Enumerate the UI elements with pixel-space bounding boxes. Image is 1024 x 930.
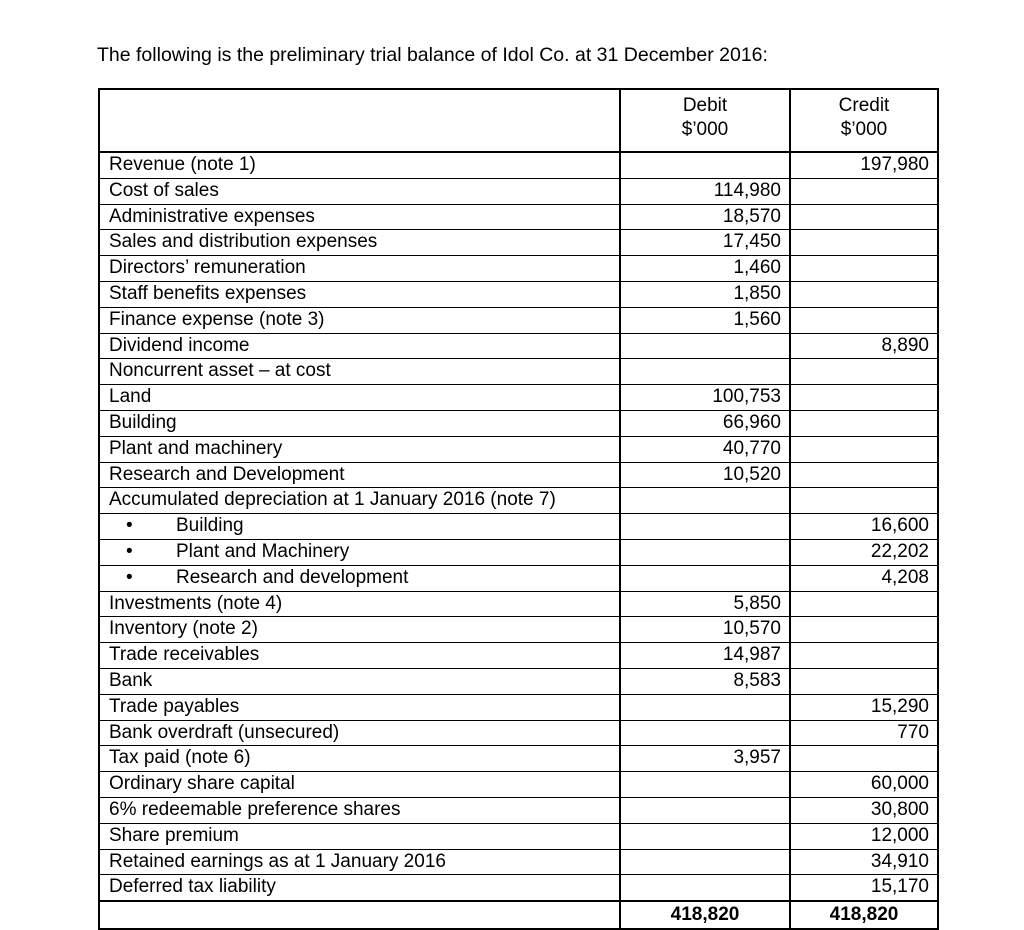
header-debit-cell: [620, 89, 790, 152]
credit-amount: [790, 256, 938, 282]
credit-amount: [790, 591, 938, 617]
account-cell: [99, 488, 620, 514]
table-row: [99, 333, 938, 359]
account-cell: [99, 256, 620, 282]
credit-amount: 30,800: [790, 797, 938, 823]
account-name: 6% redeemable preference shares: [109, 798, 401, 820]
credit-amount: [790, 462, 938, 488]
table-row: [99, 230, 938, 256]
header-credit-cell: [790, 89, 938, 152]
credit-amount: [790, 436, 938, 462]
table-row: [99, 720, 938, 746]
debit-amount: 5,850: [620, 591, 790, 617]
debit-amount: [620, 694, 790, 720]
account-name: Investments (note 4): [109, 592, 283, 614]
account-cell: [99, 359, 620, 385]
table-row: [99, 488, 938, 514]
debit-amount: 114,980: [620, 178, 790, 204]
account-cell: [99, 720, 620, 746]
table-row: [99, 849, 938, 875]
account-cell: [99, 668, 620, 694]
account-name: Noncurrent asset – at cost: [109, 360, 331, 382]
debit-amount: 1,460: [620, 256, 790, 282]
account-cell: [99, 204, 620, 230]
credit-amount: [790, 385, 938, 411]
account-cell: [99, 565, 620, 591]
credit-amount: 15,170: [790, 875, 938, 901]
credit-amount: 12,000: [790, 823, 938, 849]
account-cell: [99, 875, 620, 901]
debit-amount: [620, 823, 790, 849]
table-row: [99, 281, 938, 307]
debit-amount: [620, 152, 790, 178]
table-row: [99, 462, 938, 488]
account-name: Building: [109, 411, 177, 433]
account-cell: [99, 152, 620, 178]
table-row: [99, 797, 938, 823]
debit-amount: [620, 539, 790, 565]
account-name: Directors’ remuneration: [109, 257, 306, 279]
account-name: Cost of sales: [109, 179, 219, 201]
account-name: Plant and Machinery: [176, 540, 350, 562]
account-name: Ordinary share capital: [109, 773, 295, 795]
account-name: Inventory (note 2): [109, 618, 258, 640]
table-row: [99, 514, 938, 540]
account-name: Deferred tax liability: [109, 876, 276, 898]
account-cell: [99, 772, 620, 798]
debit-amount: 8,583: [620, 668, 790, 694]
credit-amount: [790, 281, 938, 307]
account-cell: [99, 849, 620, 875]
account-cell: [99, 643, 620, 669]
account-name: Share premium: [109, 824, 239, 846]
table-row: [99, 204, 938, 230]
account-cell: [99, 539, 620, 565]
account-cell: [99, 694, 620, 720]
account-cell: [99, 823, 620, 849]
account-cell: [99, 385, 620, 411]
debit-amount: 3,957: [620, 746, 790, 772]
debit-amount: 17,450: [620, 230, 790, 256]
credit-amount: 22,202: [790, 539, 938, 565]
debit-amount: 40,770: [620, 436, 790, 462]
debit-amount: 10,520: [620, 462, 790, 488]
bullet-icon: •: [126, 540, 133, 562]
total-credit: 418,820: [790, 901, 938, 929]
credit-amount: [790, 410, 938, 436]
account-cell: [99, 462, 620, 488]
account-name: Bank: [109, 669, 153, 691]
table-row: [99, 643, 938, 669]
account-cell: [99, 797, 620, 823]
debit-amount: 1,850: [620, 281, 790, 307]
account-name: Trade receivables: [109, 644, 260, 666]
total-debit: 418,820: [620, 901, 790, 929]
credit-amount: 197,980: [790, 152, 938, 178]
account-name: Bank overdraft (unsecured): [109, 721, 340, 743]
credit-amount: [790, 617, 938, 643]
table-row: [99, 694, 938, 720]
header-credit-unit: $’000: [840, 119, 888, 140]
account-cell: [99, 514, 620, 540]
table-row: [99, 178, 938, 204]
header-debit-label: Debit: [682, 95, 728, 116]
table-row: [99, 617, 938, 643]
account-cell: [99, 333, 620, 359]
debit-amount: [620, 797, 790, 823]
account-name: Plant and machinery: [109, 437, 283, 459]
debit-amount: [620, 875, 790, 901]
credit-amount: [790, 643, 938, 669]
table-row: [99, 823, 938, 849]
table-row: [99, 307, 938, 333]
account-cell: [99, 591, 620, 617]
table-row: [99, 539, 938, 565]
credit-amount: [790, 359, 938, 385]
credit-amount: 15,290: [790, 694, 938, 720]
credit-amount: [790, 230, 938, 256]
debit-amount: [620, 772, 790, 798]
credit-amount: [790, 204, 938, 230]
debit-amount: 1,560: [620, 307, 790, 333]
debit-amount: 100,753: [620, 385, 790, 411]
debit-amount: 66,960: [620, 410, 790, 436]
credit-amount: 770: [790, 720, 938, 746]
debit-amount: [620, 488, 790, 514]
account-name: Finance expense (note 3): [109, 308, 325, 330]
account-name: Dividend income: [109, 334, 250, 356]
account-name: Trade payables: [109, 695, 240, 717]
header-account-cell: [99, 89, 620, 152]
account-name: Building: [176, 515, 244, 537]
table-row: [99, 772, 938, 798]
table-row: [99, 436, 938, 462]
table-row: [99, 591, 938, 617]
bullet-icon: •: [126, 566, 133, 588]
header-row: [99, 89, 938, 152]
table-row: [99, 875, 938, 901]
credit-amount: 8,890: [790, 333, 938, 359]
credit-amount: 60,000: [790, 772, 938, 798]
debit-amount: [620, 849, 790, 875]
table-row: [99, 256, 938, 282]
table-row: [99, 152, 938, 178]
account-name: Land: [109, 386, 152, 408]
account-cell: [99, 436, 620, 462]
account-cell: [99, 230, 620, 256]
account-name: Research and Development: [109, 463, 345, 485]
credit-amount: [790, 488, 938, 514]
debit-amount: [620, 359, 790, 385]
trial-balance-table: [98, 88, 939, 930]
credit-amount: [790, 746, 938, 772]
bullet-icon: •: [126, 515, 133, 537]
intro-text: The following is the preliminary trial balance of Idol Co. at 31 December 2016:: [97, 44, 768, 66]
credit-amount: [790, 307, 938, 333]
credit-amount: 16,600: [790, 514, 938, 540]
account-name: Research and development: [176, 566, 409, 588]
debit-amount: [620, 514, 790, 540]
account-cell: [99, 281, 620, 307]
account-cell: [99, 617, 620, 643]
account-cell: [99, 307, 620, 333]
table-row: [99, 410, 938, 436]
account-name: Sales and distribution expenses: [109, 231, 378, 253]
table-row: [99, 746, 938, 772]
account-name: Staff benefits expenses: [109, 282, 307, 304]
debit-amount: [620, 333, 790, 359]
account-cell: [99, 410, 620, 436]
credit-amount: [790, 178, 938, 204]
account-name: Administrative expenses: [109, 205, 315, 227]
debit-amount: [620, 565, 790, 591]
table-row: [99, 565, 938, 591]
table-row: [99, 359, 938, 385]
debit-amount: 10,570: [620, 617, 790, 643]
header-debit-unit: $’000: [681, 119, 729, 140]
account-name: Revenue (note 1): [109, 154, 256, 175]
debit-amount: 18,570: [620, 204, 790, 230]
account-cell: [99, 178, 620, 204]
credit-amount: 34,910: [790, 849, 938, 875]
table-row: [99, 385, 938, 411]
debit-amount: [620, 720, 790, 746]
account-cell: [99, 746, 620, 772]
credit-amount: [790, 668, 938, 694]
debit-amount: 14,987: [620, 643, 790, 669]
credit-amount: 4,208: [790, 565, 938, 591]
table-row: [99, 668, 938, 694]
header-credit-label: Credit: [838, 95, 890, 116]
account-name: Accumulated depreciation at 1 January 2016 (note 7): [109, 489, 556, 511]
account-name: Tax paid (note 6): [109, 747, 251, 769]
account-name: Retained earnings as at 1 January 2016: [109, 850, 446, 872]
